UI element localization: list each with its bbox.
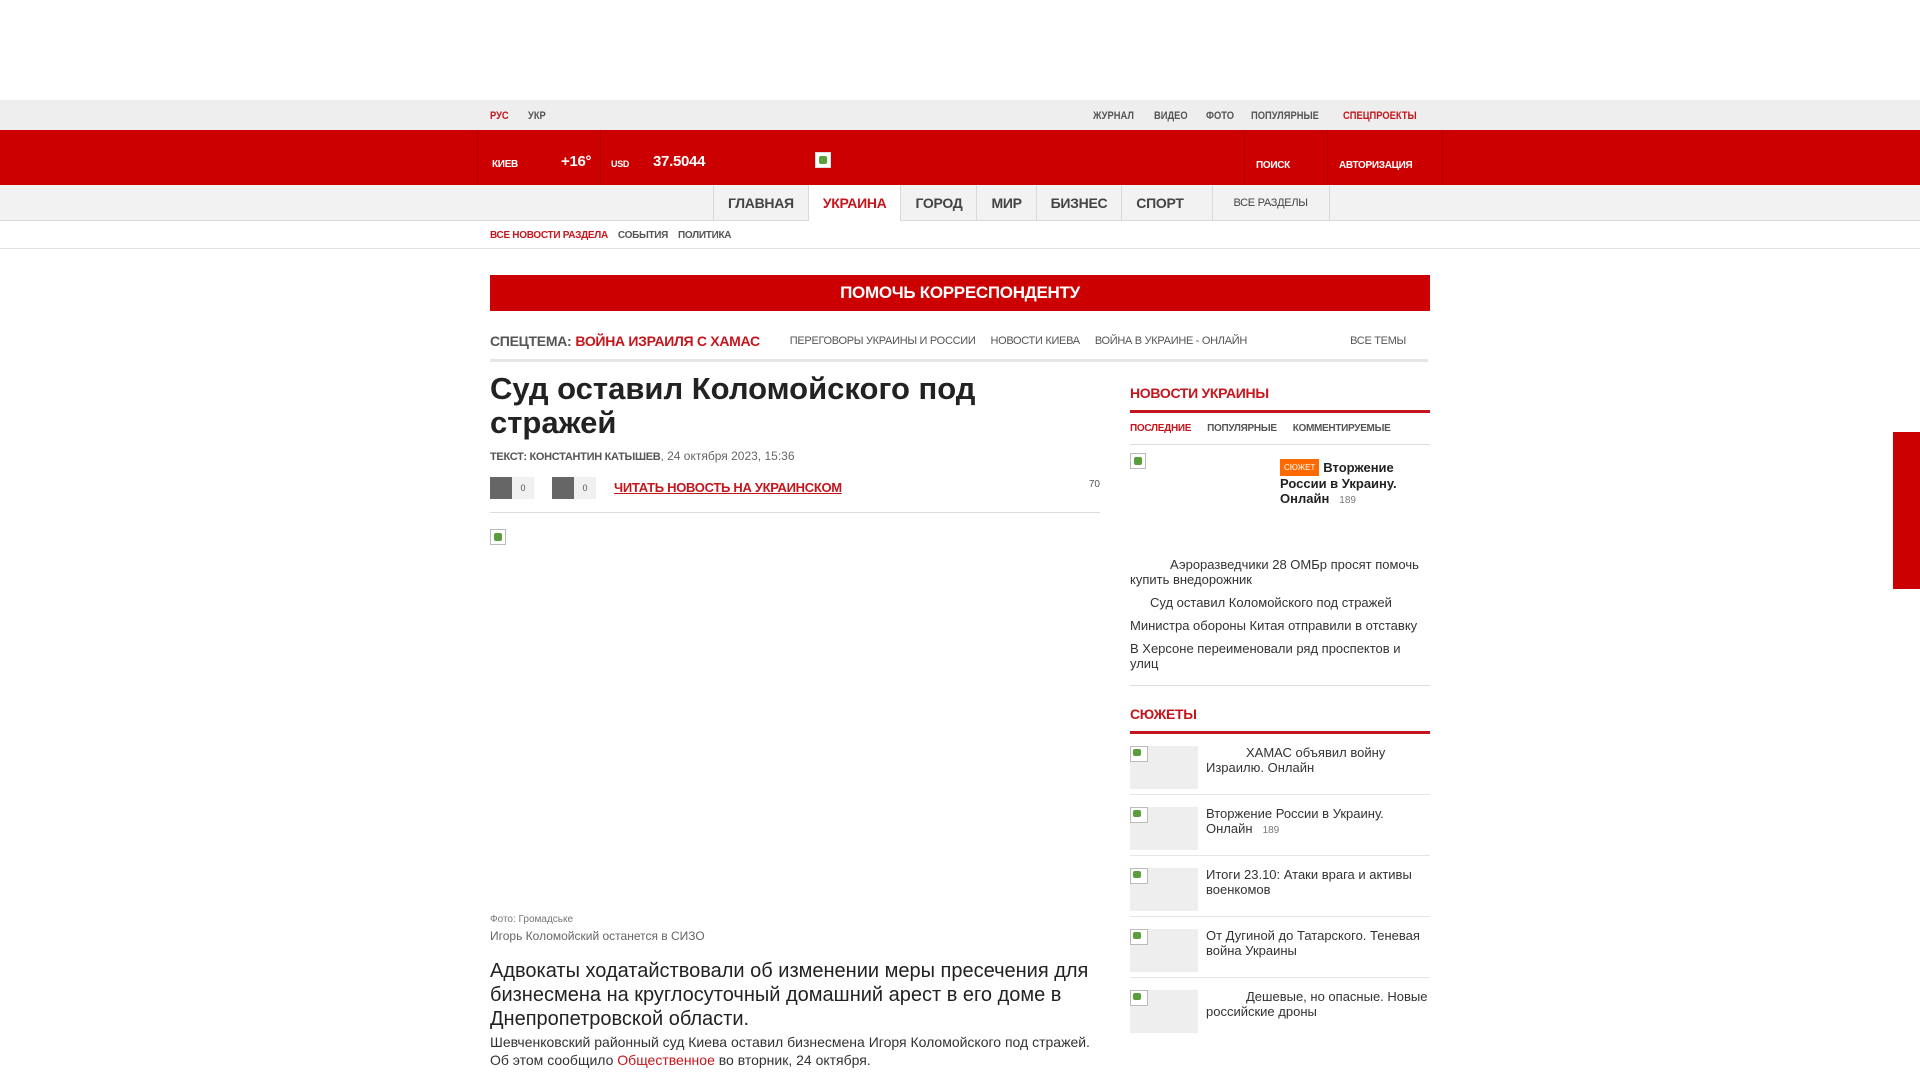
photo-link[interactable]: ФОТО (1205, 110, 1234, 122)
story-text (1206, 745, 1430, 775)
story-item[interactable] (1130, 856, 1430, 917)
story-thumbnail (1130, 929, 1198, 972)
article-photo[interactable] (490, 529, 1100, 914)
tab-popular[interactable]: ПОПУЛЯРНЫЕ (1207, 423, 1277, 434)
journal-link[interactable]: ЖУРНАЛ (1092, 110, 1134, 122)
twitter-share-icon[interactable] (552, 477, 574, 499)
story-item[interactable] (1130, 795, 1430, 856)
story-item[interactable] (1130, 734, 1430, 795)
all-themes-link[interactable]: ВСЕ ТЕМЫ (1350, 334, 1406, 347)
story-title: ХАМАС объявил войну Израилю. Онлайн (1206, 745, 1386, 775)
story-text (1206, 867, 1430, 897)
featured-news-count: 189 (1339, 495, 1356, 506)
article-byline: ТЕКСТ: КОНСТАНТИН КАТЫШЕВ, 24 октября 2023, 15:36 (490, 449, 795, 463)
story-title: Дешевые, но опасные. Новые российские дроны (1206, 989, 1428, 1019)
story-item[interactable] (1130, 917, 1430, 978)
story-thumbnail (1130, 807, 1198, 850)
photo-caption: Игорь Коломойский останется в СИЗО (490, 929, 705, 943)
currency-widget[interactable] (600, 130, 710, 185)
subnav-all-news[interactable]: ВСЕ НОВОСТИ РАЗДЕЛА (490, 229, 608, 241)
list-item[interactable] (1130, 557, 1430, 587)
stories-title[interactable]: СЮЖЕТЫ (1130, 706, 1430, 734)
story-item[interactable] (1130, 978, 1430, 1039)
news-title: В Херсоне переименовали ряд проспектов и улиц (1130, 641, 1401, 671)
article-title: Суд оставил Коломойского под стражей (490, 371, 976, 440)
share-bar (490, 477, 1100, 513)
spec-theme-label: СПЕЦТЕМА: (490, 332, 572, 349)
stories-list (1130, 734, 1430, 1039)
nav-home[interactable]: ГЛАВНАЯ (713, 185, 808, 221)
news-title: Аэроразведчики 28 ОМБр просят помочь купить внедорожник (1130, 557, 1419, 587)
top-links (1085, 106, 1430, 124)
language-switcher (490, 106, 561, 124)
story-thumbnail (1130, 990, 1198, 1033)
city-label: КИЕВ (492, 159, 518, 170)
tab-commented[interactable]: КОММЕНТИРУЕМЫЕ (1292, 423, 1391, 434)
broken-image-icon (1130, 453, 1146, 469)
photo-credit: Фото: Громадське (490, 914, 574, 925)
featured-news[interactable] (1130, 445, 1430, 557)
ukraine-news-title[interactable]: НОВОСТИ УКРАИНЫ (1130, 385, 1430, 413)
temperature-value: +16° (561, 153, 592, 170)
article-author[interactable]: ТЕКСТ: КОНСТАНТИН КАТЫШЕВ (490, 451, 661, 463)
story-title: Вторжение России в Украину. Онлайн (1206, 806, 1384, 836)
currency-value: 37.5044 (653, 153, 706, 170)
sidebar (1130, 385, 1430, 1039)
source-link[interactable]: Общественное (617, 1052, 715, 1068)
popular-link[interactable]: ПОПУЛЯРНЫЕ (1251, 110, 1319, 122)
story-title: От Дугиной до Татарского. Теневая война Украины (1206, 928, 1420, 958)
lang-ukr-link[interactable]: УКР (528, 110, 547, 122)
top-ad-space (0, 0, 1920, 100)
featured-news-text (1280, 459, 1430, 508)
top-utility-bar (0, 100, 1920, 130)
spec-theme-link[interactable]: ВОЙНА ИЗРАИЛЯ С ХАМАС (575, 332, 760, 349)
read-in-ukrainian-link[interactable]: ЧИТАТЬ НОВОСТЬ НА УКРАИНСКОМ (614, 480, 842, 495)
subnav-events[interactable]: СОБЫТИЯ (617, 229, 669, 241)
facebook-share-icon[interactable] (490, 477, 512, 499)
nav-sport[interactable]: СПОРТ (1121, 185, 1197, 221)
article (490, 372, 1100, 1069)
list-item[interactable] (1130, 618, 1430, 633)
nav-business[interactable]: БИЗНЕС (1036, 185, 1122, 221)
nav-all-sections[interactable]: ВСЕ РАЗДЕЛЫ (1212, 185, 1330, 221)
nav-ukraine[interactable]: УКРАИНА (808, 185, 901, 221)
list-item[interactable] (1130, 641, 1430, 671)
subnav-politics[interactable]: ПОЛИТИКА (678, 229, 732, 241)
story-thumbnail (1130, 868, 1198, 911)
nav-world[interactable]: МИР (976, 185, 1035, 221)
featured-news-title: Вторжение России в Украину. Онлайн (1280, 460, 1397, 506)
search-label: ПОИСК (1256, 160, 1290, 171)
story-count: 189 (1262, 825, 1280, 836)
themes-bar (490, 322, 1428, 362)
side-feedback-tab[interactable] (1893, 432, 1920, 589)
site-header (0, 130, 1920, 185)
site-logo-image[interactable] (815, 152, 831, 168)
theme-kyiv-news-link[interactable]: НОВОСТИ КИЕВА (990, 334, 1080, 347)
weather-widget[interactable] (477, 130, 600, 185)
list-item[interactable] (1130, 595, 1430, 610)
story-text (1206, 928, 1430, 958)
share-count-2: 0 (574, 477, 596, 499)
share-count-1: 0 (512, 477, 534, 499)
article-lead: Адвокаты ходатайствовали об изменении меры пресечения для бизнесмена на круглосуточный домашний арест в его доме в Днепропетровской области. (490, 960, 1089, 1030)
divider (1130, 685, 1430, 686)
story-title: Итоги 23.10: Атаки врага и активы военкомов (1206, 867, 1412, 897)
tab-latest[interactable]: ПОСЛЕДНИЕ (1130, 423, 1192, 434)
video-link[interactable]: ВИДЕО (1153, 110, 1188, 122)
story-text (1206, 989, 1430, 1019)
login-button[interactable] (1327, 130, 1443, 185)
news-title: Министра обороны Китая отправили в отставку (1130, 618, 1418, 633)
broken-image-icon (490, 529, 506, 545)
main-navigation (0, 185, 1920, 221)
special-projects-link[interactable]: СПЕЦПРОЕКТЫ (1343, 110, 1417, 122)
body-text-before: Шевченковский районный суд Киева оставил бизнесмена Игоря Коломойского под стражей. Об этом сообщило (490, 1034, 1090, 1068)
body-text-after: во вторник, 24 октября. (714, 1052, 871, 1068)
lang-rus-link[interactable]: РУС (490, 110, 509, 122)
search-button[interactable] (1244, 130, 1327, 185)
news-tabs (1130, 413, 1430, 445)
login-label: АВТОРИЗАЦИЯ (1339, 160, 1413, 171)
story-thumbnail (1130, 746, 1198, 789)
story-text (1206, 806, 1430, 838)
article-date: 24 октября 2023, 15:36 (667, 449, 795, 463)
views-count: 70 (1088, 479, 1100, 490)
news-title: Суд оставил Коломойского под стражей (1150, 595, 1392, 610)
currency-label: USD (611, 159, 630, 169)
news-list (1130, 557, 1430, 671)
story-badge: СЮЖЕТ (1280, 459, 1319, 476)
help-correspondent-button[interactable]: ПОМОЧЬ КОРРЕСПОНДЕНТУ (490, 275, 1430, 311)
section-subnav (0, 221, 1920, 249)
article-body (490, 1033, 1100, 1069)
nav-city[interactable]: ГОРОД (900, 185, 976, 221)
theme-negotiations-link[interactable]: ПЕРЕГОВОРЫ УКРАИНЫ И РОССИИ (789, 334, 976, 347)
theme-war-online-link[interactable]: ВОЙНА В УКРАИНЕ - ОНЛАЙН (1094, 334, 1247, 347)
